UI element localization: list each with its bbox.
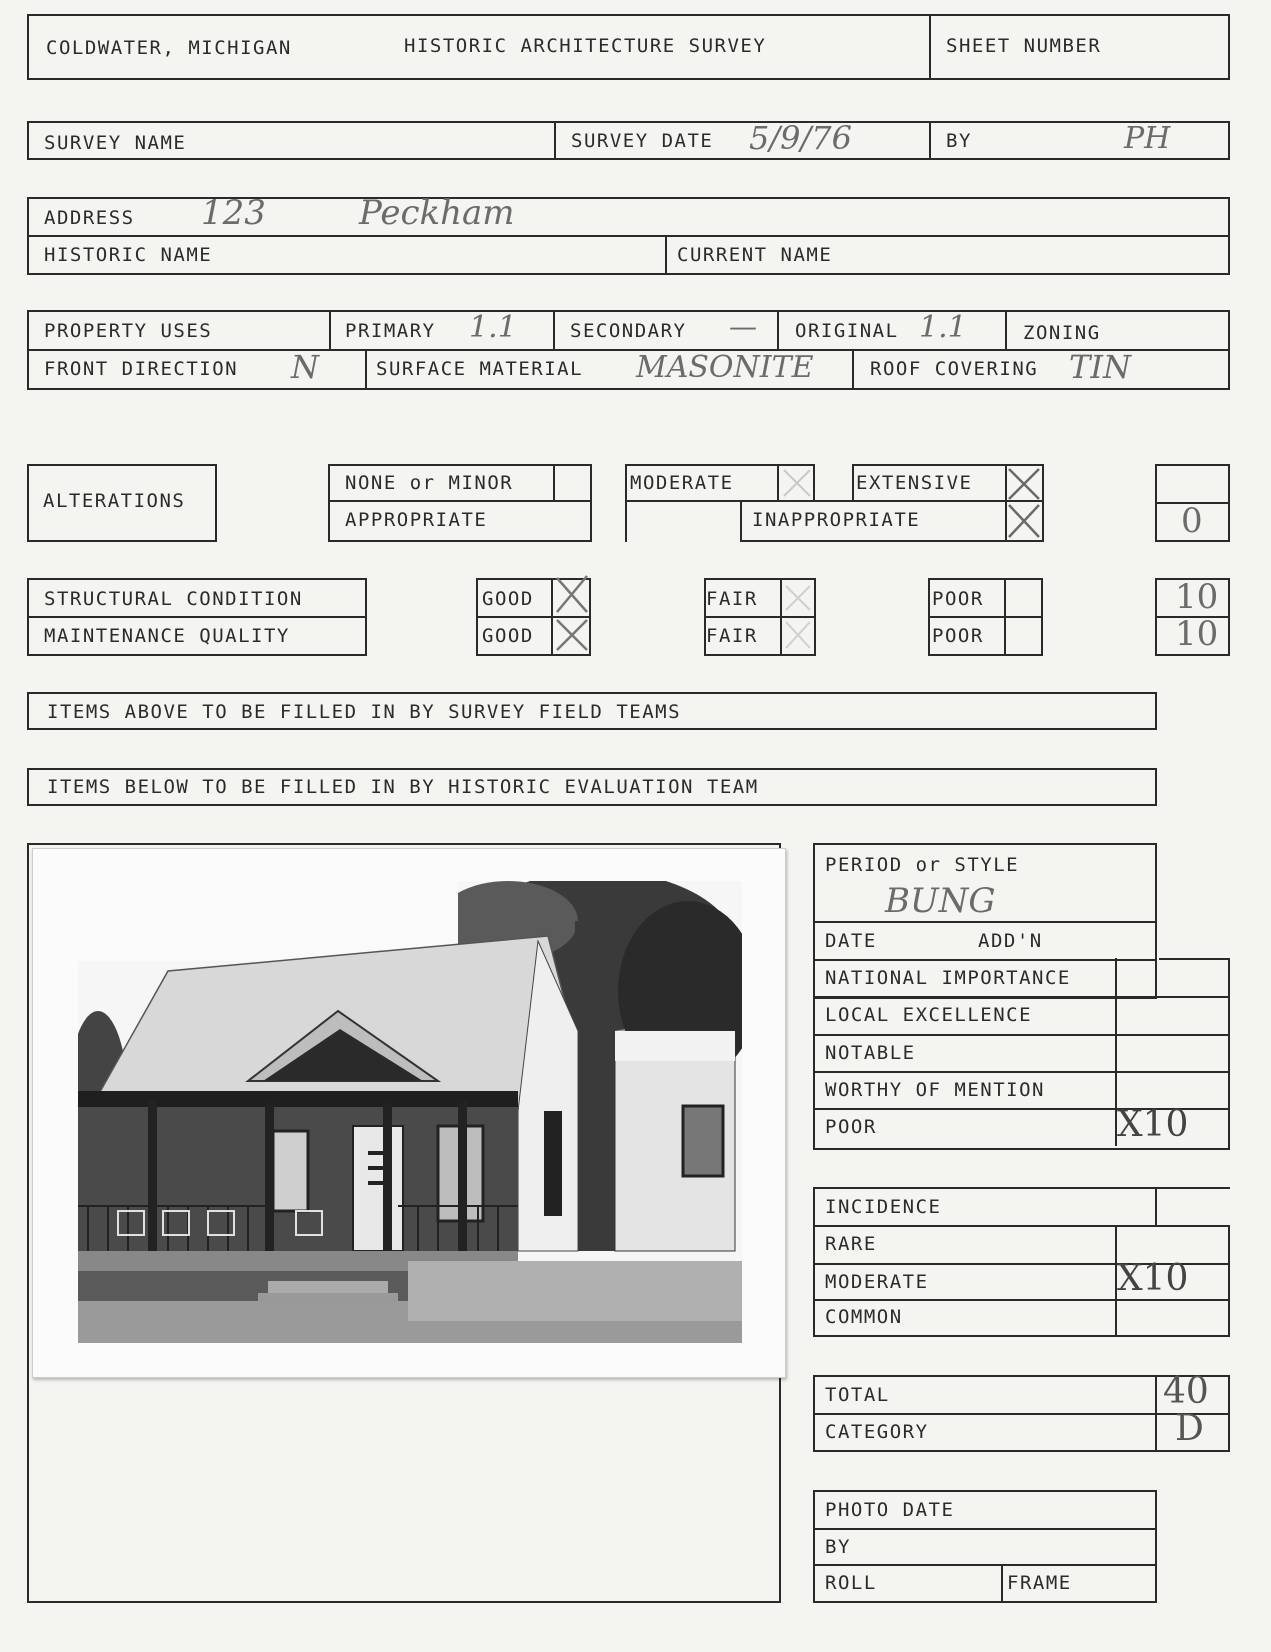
- front-direction-value: N: [291, 348, 319, 386]
- importance-box: [813, 958, 1230, 1150]
- secondary-value: —: [729, 310, 757, 343]
- photo-date-label: PHOTO DATE: [825, 1499, 955, 1521]
- moderate-check-mark: [780, 466, 814, 500]
- maintenance-fair: FAIR: [706, 625, 758, 647]
- note-above-box: [27, 692, 1157, 730]
- structural-good-check: [553, 574, 591, 616]
- maintenance-poor: POOR: [932, 625, 984, 647]
- period-style-value: BUNG: [885, 881, 996, 921]
- structural-good: GOOD: [482, 588, 534, 610]
- moderate-incidence-value: X10: [1117, 1258, 1189, 1299]
- incidence-box: [813, 1187, 1230, 1337]
- maintenance-good: GOOD: [482, 625, 534, 647]
- note-above: ITEMS ABOVE TO BE FILLED IN BY SURVEY FIELD TEAMS: [47, 701, 682, 723]
- roof-covering-value: TIN: [1069, 348, 1131, 386]
- period-style-label: PERIOD or STYLE: [825, 854, 1020, 876]
- totals-box: [813, 1371, 1230, 1452]
- alterations-label-box: [27, 464, 217, 542]
- common-label: COMMON: [825, 1306, 903, 1328]
- address-street: Peckham: [359, 193, 515, 233]
- survey-date-label: SURVEY DATE: [571, 130, 714, 152]
- photo-by-label: BY: [825, 1536, 851, 1558]
- alt-extensive: EXTENSIVE: [856, 472, 973, 494]
- original-value: 1.1: [919, 310, 967, 345]
- notable-label: NOTABLE: [825, 1042, 916, 1064]
- address-box: [27, 193, 1230, 275]
- local-excellence-label: LOCAL EXCELLENCE: [825, 1004, 1033, 1026]
- alt-none-minor: NONE or MINOR: [345, 472, 514, 494]
- form-title: HISTORIC ARCHITECTURE SURVEY: [404, 35, 767, 57]
- survey-by-label: BY: [946, 130, 972, 152]
- address-number: 123: [201, 193, 266, 233]
- roll-label: ROLL: [825, 1572, 877, 1594]
- alt-moderate: MODERATE: [630, 472, 734, 494]
- structural-fair-check: [782, 582, 814, 614]
- total-value: 40: [1163, 1371, 1209, 1412]
- poor-value: X10: [1117, 1104, 1189, 1145]
- house-photo: [32, 848, 786, 1378]
- worthy-label: WORTHY OF MENTION: [825, 1079, 1045, 1101]
- survey-date-value: 5/9/76: [749, 119, 852, 157]
- zoning-label: ZONING: [1023, 322, 1101, 344]
- structural-score: 10: [1175, 577, 1219, 617]
- surface-material-value: MASONITE: [636, 350, 814, 385]
- city-label: COLDWATER, MICHIGAN: [46, 37, 292, 59]
- alterations-score-box: [1155, 464, 1230, 542]
- incidence-label: INCIDENCE: [825, 1196, 942, 1218]
- structural-condition-label: STRUCTURAL CONDITION: [44, 588, 303, 610]
- maintenance-fair-check: [782, 618, 814, 652]
- property-box: [27, 310, 1230, 390]
- moderate-label: MODERATE: [825, 1271, 929, 1293]
- survey-row: [27, 121, 1230, 160]
- note-below-box: [27, 768, 1157, 806]
- maintenance-good-check: [553, 616, 591, 654]
- sheet-number-label: SHEET NUMBER: [946, 35, 1102, 57]
- maintenance-score: 10: [1175, 614, 1219, 654]
- rare-label: RARE: [825, 1233, 877, 1255]
- national-importance-label: NATIONAL IMPORTANCE: [825, 967, 1071, 989]
- good-box: [476, 578, 591, 656]
- photo-info-box: [813, 1490, 1157, 1603]
- house-photo-image: [78, 881, 742, 1343]
- alterations-grid: [328, 464, 1044, 542]
- alt-appropriate: APPROPRIATE: [345, 509, 488, 531]
- alterations-label: ALTERATIONS: [43, 490, 186, 512]
- historic-name-label: HISTORIC NAME: [44, 244, 213, 266]
- structural-poor: POOR: [932, 588, 984, 610]
- roof-covering-label: ROOF COVERING: [870, 358, 1039, 380]
- condition-label-box: [27, 578, 367, 656]
- survey-by-value: PH: [1124, 121, 1171, 156]
- structural-fair: FAIR: [706, 588, 758, 610]
- survey-name-label: SURVEY NAME: [44, 132, 187, 154]
- original-label: ORIGINAL: [795, 320, 899, 342]
- primary-label: PRIMARY: [345, 320, 436, 342]
- category-value: D: [1175, 1408, 1204, 1449]
- alt-inappropriate: INAPPROPRIATE: [752, 509, 921, 531]
- note-below: ITEMS BELOW TO BE FILLED IN BY HISTORIC EVALUATION TEAM: [47, 776, 759, 798]
- maintenance-quality-label: MAINTENANCE QUALITY: [44, 625, 290, 647]
- alterations-score: 0: [1181, 501, 1203, 541]
- fair-box: [704, 578, 816, 656]
- secondary-label: SECONDARY: [570, 320, 687, 342]
- surface-material-label: SURFACE MATERIAL: [376, 358, 584, 380]
- category-label: CATEGORY: [825, 1421, 929, 1443]
- frame-label: FRAME: [1007, 1572, 1072, 1594]
- primary-value: 1.1: [469, 310, 517, 345]
- front-direction-label: FRONT DIRECTION: [44, 358, 239, 380]
- condition-score-box: [1155, 578, 1230, 656]
- address-label: ADDRESS: [44, 207, 135, 229]
- addn-label: ADD'N: [978, 930, 1043, 952]
- extensive-check-mark: [1006, 466, 1042, 502]
- total-label: TOTAL: [825, 1384, 890, 1406]
- current-name-label: CURRENT NAME: [677, 244, 833, 266]
- property-uses-label: PROPERTY USES: [44, 320, 213, 342]
- inappropriate-check-mark: [1006, 502, 1042, 540]
- header-box: [27, 14, 1230, 80]
- date-label: DATE: [825, 930, 877, 952]
- poor-box: [928, 578, 1043, 656]
- poor-label: POOR: [825, 1116, 877, 1138]
